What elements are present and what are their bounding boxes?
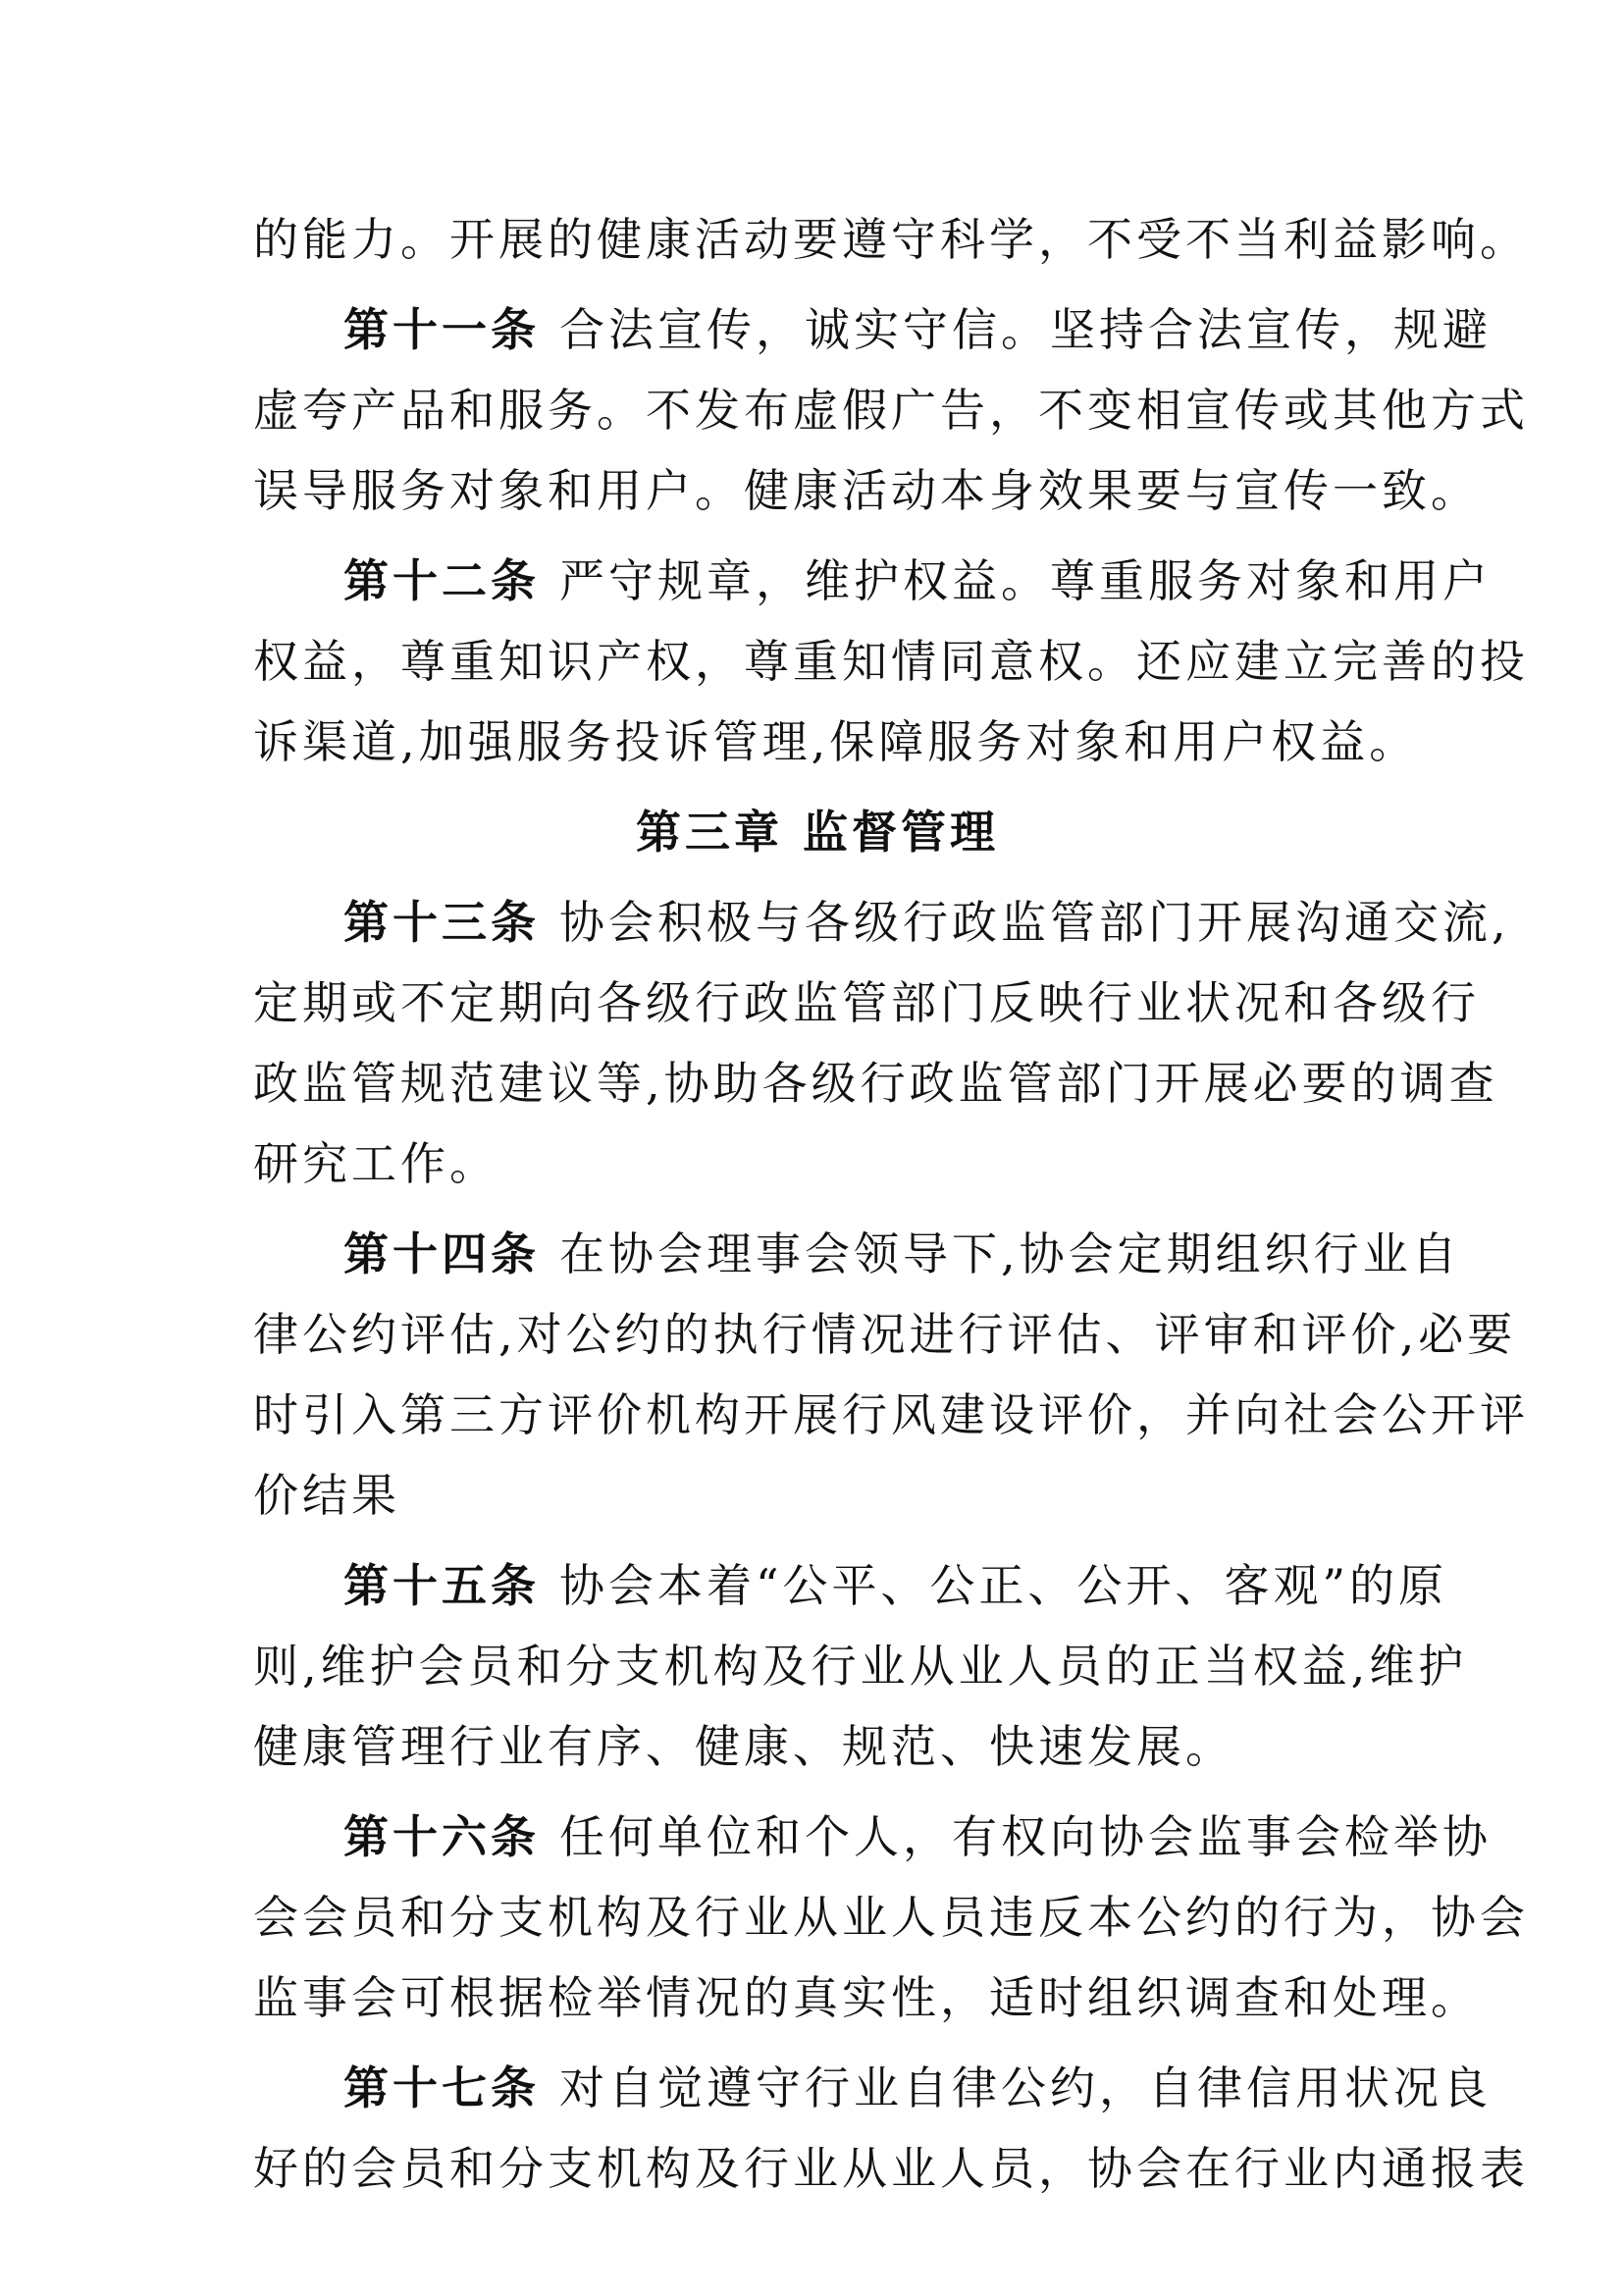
article-16: [253, 1797, 1529, 2038]
article-number: 第十二条: [343, 554, 540, 607]
text-line: 虚夸产品和服务。不发布虚假广告，不变相宣传或其他方式: [253, 384, 1529, 437]
article-text: 协会积极与各级行政监管部门开展沟通交流,: [559, 896, 1510, 949]
article-text: 对自觉遵守行业自律公约，自律信用状况良: [559, 2061, 1492, 2114]
text-line: 定期或不定期向各级行政监管部门反映行业状况和各级行: [253, 976, 1480, 1029]
article-number: 第十五条: [343, 1559, 540, 1612]
text-line: 价结果: [253, 1469, 400, 1522]
paragraph-continuation: [253, 199, 1529, 280]
text-line: 好的会员和分支机构及行业从业人员，协会在行业内通报表: [253, 2142, 1529, 2195]
text-line: [253, 1214, 1461, 1294]
text-line: 诉渠道,加强服务投诉管理,保障服务对象和用户权益。: [253, 715, 1419, 768]
text-line: 权益，尊重知识产权，尊重知情同意权。还应建立完善的投: [253, 635, 1529, 688]
text-line: 律公约评估,对公约的执行情况进行评估、评审和评价,必要: [253, 1308, 1517, 1361]
article-text: 在协会理事会领导下,协会定期组织行业自: [559, 1227, 1461, 1280]
text-line: 误导服务对象和用户。健康活动本身效果要与宣传一致。: [253, 464, 1480, 517]
text-line: [253, 1797, 1492, 1877]
text-line: [253, 541, 1492, 621]
article-number: 第十三条: [343, 896, 540, 949]
article-text: 合法宣传，诚实守信。坚持合法宣传，规避: [559, 303, 1492, 356]
text-line: [253, 2048, 1492, 2128]
text-line: [253, 289, 1492, 370]
chapter-title: 第三章 监督管理: [635, 806, 999, 859]
text-line: 会会员和分支机构及行业从业人员违反本公约的行为，协会: [253, 1891, 1529, 1944]
article-number: 第十七条: [343, 2061, 540, 2114]
article-text: 协会本着“公平、公正、公开、客观”的原: [559, 1559, 1448, 1612]
article-number: 第十六条: [343, 1810, 540, 1863]
text-line: 研究工作。: [253, 1137, 498, 1190]
text-line: 则,维护会员和分支机构及行业从业人员的正当权益,维护: [253, 1640, 1468, 1693]
article-17: [253, 2048, 1529, 2209]
text-line: [253, 882, 1510, 963]
text-line: 的能力。开展的健康活动要遵守科学，不受不当利益影响。: [253, 213, 1529, 266]
article-13: [253, 882, 1510, 1204]
article-text: 严守规章，维护权益。尊重服务对象和用户: [559, 554, 1492, 607]
article-15: [253, 1545, 1468, 1787]
article-number: 第十四条: [343, 1227, 540, 1280]
article-number: 第十一条: [343, 303, 540, 356]
text-line: 政监管规范建议等,协助各级行政监管部门开展必要的调查: [253, 1057, 1498, 1110]
text-line: [253, 1545, 1448, 1626]
text-line: 健康管理行业有序、健康、规范、快速发展。: [253, 1720, 1234, 1773]
text-line: 监事会可根据检举情况的真实性，适时组织调查和处理。: [253, 1971, 1480, 2024]
article-14: [253, 1214, 1529, 1536]
text-line: 时引入第三方评价机构开展行风建设评价，并向社会公开评: [253, 1388, 1529, 1441]
article-11: [253, 289, 1529, 531]
article-12: [253, 541, 1529, 782]
article-text: 任何单位和个人，有权向协会监事会检举协: [559, 1810, 1492, 1863]
document-body: [253, 199, 1529, 2218]
